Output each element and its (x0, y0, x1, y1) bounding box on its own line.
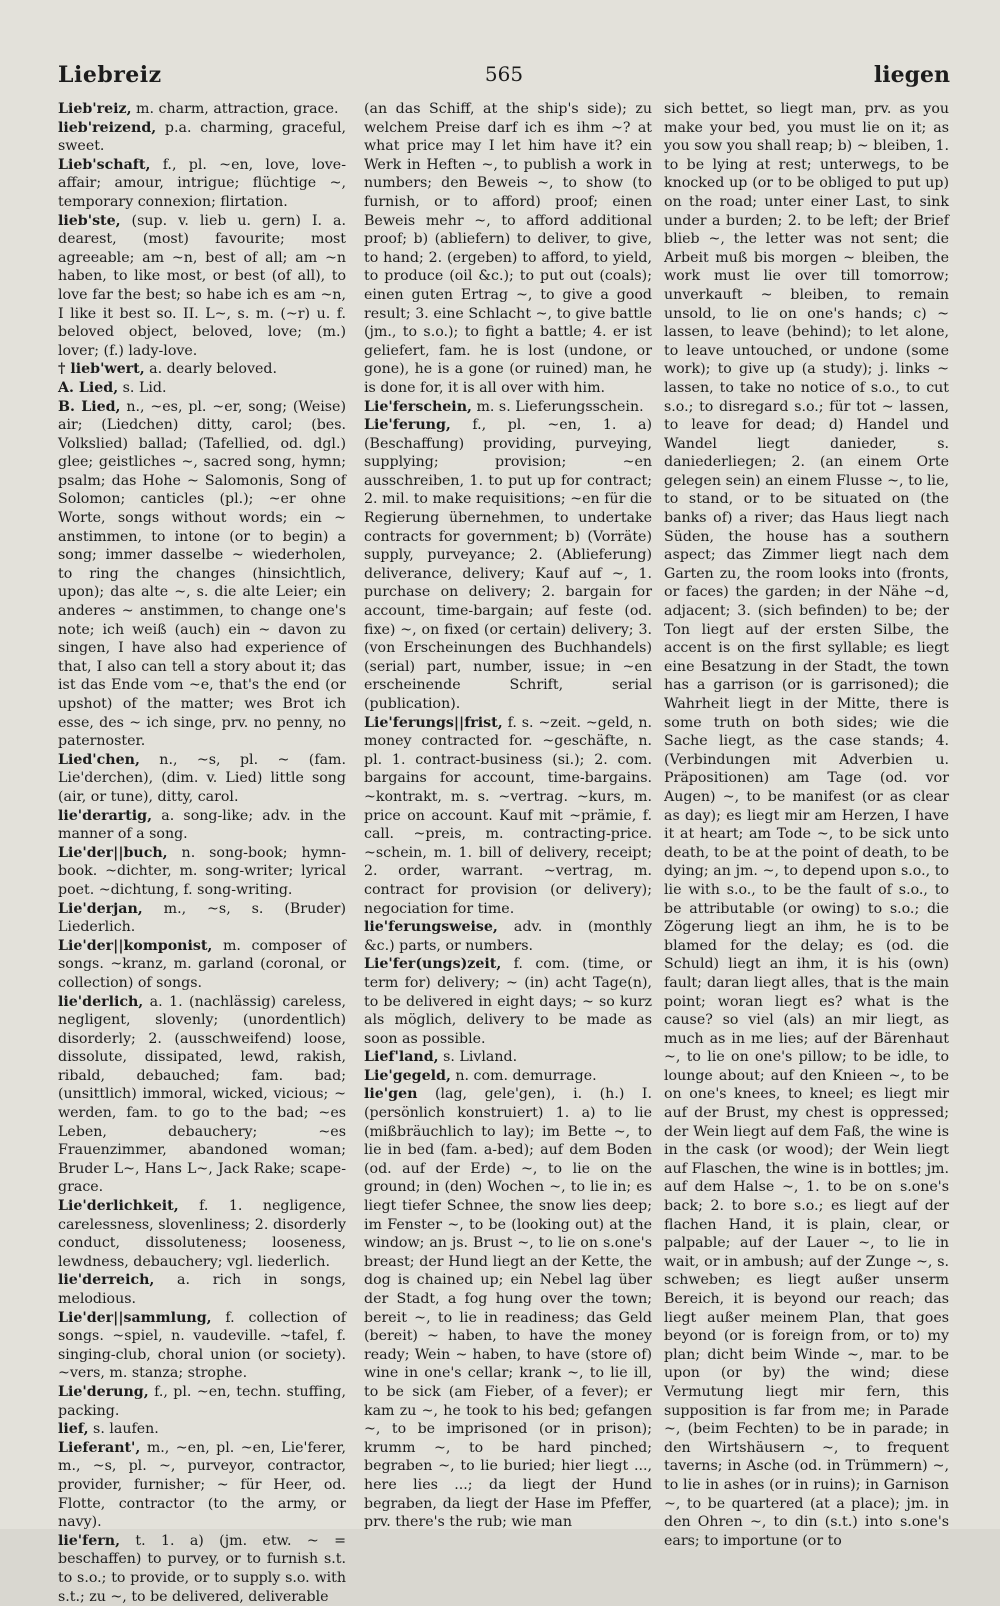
dictionary-entry (58, 751, 346, 807)
dictionary-entry (58, 379, 346, 398)
entry-headword: Lie'der||buch, (58, 844, 168, 861)
dictionary-entry (58, 1532, 346, 1606)
column-2 (364, 100, 652, 1531)
entry-definition: m., ~en, pl. ~en, Lie'ferer, m., ~s, pl. ~, purveyor, contractor, provider, furnisher; ~ für Heer, od. Flotte, contractor (to the army, or navy). (58, 1439, 346, 1531)
dictionary-entry (58, 1309, 346, 1383)
dictionary-entry (58, 1271, 346, 1308)
entry-definition: f., pl. ~en, love, love-affair; amour, intrigue; flüchtige ~, temporary connexion; flirtation. (58, 156, 346, 210)
entry-definition: a. dearly beloved. (144, 361, 277, 378)
entry-headword: lie'fern, (58, 1532, 121, 1549)
entry-definition: a. song-like; adv. in the manner of a song. (58, 807, 346, 843)
entry-definition: a. 1. (nachlässig) careless, negligent, slovenly; (unordentlich) disorderly; 2. (ausschweifend) loose, dissolute, dissipated, lewd, rakish, ribald, debauched; fam. bad; (unsittlich) immoral, wicked, vicious; ~ werden, fam. to go to the bad; ~es Leben, debauchery; ~es Frauenzimmer, abandoned woman; Bruder L~, Hans L~, Jack Rake; scape-grace. (58, 993, 346, 1196)
entry-headword: Lie'derlichkeit, (58, 1198, 179, 1215)
dictionary-entry (364, 416, 652, 714)
dictionary-entry (58, 1383, 346, 1420)
entry-headword: Lie'ferung, (364, 417, 451, 434)
entry-headword: Lie'ferungs||frist, (364, 714, 503, 731)
entry-headword: lie'gen (364, 1086, 418, 1103)
entry-definition: m. charm, attraction, grace. (131, 101, 339, 117)
entry-headword: lie'derreich, (58, 1272, 155, 1289)
entry-definition: n., ~es, pl. ~er, song; (Weise) air; (Liedchen) ditty, carol; (bes. Volkslied) ballad; (Tafellied, od. dgl.) glee; geistliches ~, sacred song, hymn; psalm; das Hohe ~ Salomonis, Song of Solomon; canticles (pl.); ~er ohne Worte, songs without words; ein ~ anstimmen, to intone (or to begin) a song; immer dasselbe ~ wiederholen, to ring the changes (hinsichtlich, upon); das alte ~, s. die alte Leier; ein anderes ~ anstimmen, to change one's note; ich weiß (auch) ein ~ davon zu singen, I have also had experience of that, I also can tell a story about it; das ist das Ende vom ~e, that's the end (or upshot) of the matter; wes Brot ich esse, des ~ ich singe, prv. no penny, no paternoster. (58, 398, 346, 750)
dictionary-entry (58, 900, 346, 937)
entry-definition: f. collection of songs. ~spiel, n. vaudeville. ~tafel, f. singing-club, choral union (or society). ~vers, m. stanza; strophe. (58, 1309, 346, 1382)
entry-definition: s. Livland. (438, 1049, 518, 1066)
entry-headword: lie'ferungsweise, (364, 919, 498, 936)
entry-headword: Lie'der||sammlung, (58, 1309, 212, 1326)
dictionary-entry (58, 156, 346, 212)
entry-headword: lie'derartig, (58, 807, 153, 824)
dictionary-entry (58, 360, 346, 379)
entry-definition: f. s. ~zeit. ~geld, n. money contracted for. ~geschäfte, n. pl. 1. contract-business (si.); 2. com. bargains for account, time-bargains. ~kontrakt, m. s. ~vertrag. ~kurs, m. price on account. Kauf mit ~prämie, f. call. ~preis, m. contracting-price. ~schein, m. 1. bill of delivery, receipt; 2. order, warrant. ~vertrag, m. contract for provision (or delivery); negociation for time. (364, 714, 652, 917)
entry-definition: (an das Schiff, at the ship's side); zu welchem Preise darf ich es ihm ~? at what price may I let him have it? ein Werk in Heften ~, to publish a work in numbers; den Beweis ~, to show (to furnish, or to afford) proof; einen Beweis mehr ~, to afford additional proof; b) (abliefern) to deliver, to give, to hand; 2. (ergeben) to afford, to yield, to produce (oil &c.); to put out (coals); einen guten Ertrag ~, to give a good result; 3. eine Schlacht ~, to give battle (jm., to s.o.); to fight a battle; 4. er ist geliefert, fam. he is lost (undone, or gone), he is a gone (or ruined) man, he is done for, it is all over with him. (364, 101, 652, 396)
entry-headword: lieb'reizend, (58, 119, 157, 136)
entry-definition: n. com. demurrage. (450, 1067, 597, 1084)
entry-definition: adv. in (monthly &c.) parts, or numbers. (364, 919, 652, 954)
entry-definition: n., ~s, pl. ~ (fam. Lie'derchen), (dim. v. Lied) little song (air, or tune), ditty, carol. (58, 751, 346, 805)
entry-headword: A. Lied, (58, 379, 119, 396)
entry-definition: f. com. (time, or term for) delivery; ~ (in) acht Tage(n), to be delivered in eight days; ~ so kurz als möglich, delivery to be made as soon as possible. (364, 956, 652, 1047)
dictionary-entry (364, 100, 652, 398)
entry-headword: B. Lied, (58, 398, 121, 415)
entry-definition: t. 1. a) (jm. etw. ~ = beschaffen) to purvey, or to furnish s.t. to s.o.; to provide, or to supply s.o. with s.t.; zu ~, to be delivered, deliverable (58, 1532, 346, 1605)
entry-headword: Lie'derjan, (58, 900, 143, 917)
dictionary-entry (364, 714, 652, 919)
entry-definition: f., pl. ~en, techn. stuffing, packing. (58, 1383, 346, 1419)
entry-definition: (sup. v. lieb u. gern) I. a. dearest, (most) favourite; most agreeable; am ~n, best of all; am ~n haben, to like most, or best (of all), to love far the best; so habe ich es am ~n, I like it best so. II. L~, s. m. (~r) u. f. beloved object, beloved, love; (m.) lover; (f.) lady-love. (58, 212, 346, 359)
entry-definition: p.a. charming, graceful, sweet. (58, 119, 346, 155)
entry-definition: n. song-book; hymn-book. ~dichter, m. song-writer; lyrical poet. ~dichtung, f. song-writing. (58, 844, 346, 898)
dictionary-entry (58, 937, 346, 993)
entry-definition: m., ~s, s. (Bruder) Liederlich. (58, 900, 346, 936)
entry-headword: Lief'land, (364, 1049, 439, 1066)
entry-headword: Lie'ferschein, (364, 398, 472, 415)
entry-headword: lie'derlich, (58, 993, 144, 1010)
dictionary-entry (58, 1420, 346, 1439)
entry-definition: f. 1. negligence, carelessness, slovenliness; 2. disorderly conduct, dissoluteness; looseness, lewdness, debauchery; vgl. liederlich. (58, 1198, 346, 1270)
page-number: 565 (484, 62, 524, 86)
dictionary-entry (364, 1048, 652, 1067)
entry-headword: Lie'der||komponist, (58, 937, 213, 954)
entry-headword: Lieferant', (58, 1439, 141, 1456)
entry-definition: m. s. Lieferungsschein. (471, 398, 644, 415)
column-3 (664, 100, 949, 1549)
header-left-guideword: Liebreiz (58, 62, 162, 88)
entry-headword: Lied'chen, (58, 751, 140, 768)
dictionary-entry (58, 807, 346, 844)
dictionary-entry (364, 398, 652, 417)
dictionary-entry (58, 119, 346, 156)
entry-headword: Lie'gegeld, (364, 1067, 451, 1084)
entry-definition: f., pl. ~en, 1. a) (Beschaffung) providing, purveying, supplying; provision; ~en ausschreiben, 1. to put up for contract; 2. mil. to make requisitions; ~en für die Regierung übernehmen, to undertake contracts for government; b) (Vorräte) supply, purveyance; 2. (Ablieferung) deliverance, delivery; Kauf auf ~, 1. purchase on delivery; 2. bargain for account, time-bargain; auf feste (od. fixe) ~, on fixed (or certain) delivery; 3. (von Erscheinungen des Buchhandels) (serial) part, number, issue; in ~en erscheinende Schrift, serial (publication). (364, 417, 652, 712)
entry-definition: sich bettet, so liegt man, prv. as you make your bed, you must lie on it; as you sow you shall reap; b) ~ bleiben, 1. to be lying at rest; unterwegs, to be knocked up (or to be obliged to put up) on the road; unter einer Last, to sink under a burden; 2. to be left; der Brief blieb ~, the letter was not sent; die Arbeit muß bis morgen ~ bleiben, the work must lie over till tomorrow; unverkauft ~ bleiben, to remain unsold, to lie on one's hands; c) ~ lassen, to leave (behind); to let alone, to leave untouched, or undone (some work); to give up (a study); j. links ~ lassen, to take no notice of s.o., to cut s.o.; to disregard s.o.; für tot ~ lassen, to leave for dead; d) Handel und Wandel liegt danieder, s. daniederliegen; 2. (an einem Orte gelegen sein) an einem Flusse ~, to lie, to stand, or to be situated on (the banks of) a river; das Haus liegt nach Süden, the house has a southern aspect; das Zimmer liegt nach dem Garten zu, the room looks into (fronts, or faces) the garden; in der Nähe ~d, adjacent; 3. (sich befinden) to be; der Ton liegt auf der ersten Silbe, the accent is on the first syllable; es liegt eine Besatzung in der Stadt, the town has a garrison (or is garrisoned); die Wahrheit liegt in der Mitte, there is some truth on both sides; wie die Sache liegt, as the case stands; 4. (Verbindungen mit Adverbien u. Präpositionen) am Tage (od. vor Augen) ~, to be manifest (or as clear as day); es liegt mir am Herzen, I have it at heart; am Tode ~, to be sick unto death, to be at the point of death, to be dying; an jm. ~, to depend upon s.o., to lie with s.o., to be the fault of s.o., to be attributable (or owing) to s.o.; die Zögerung liegt an ihm, he is to be blamed for the delay; es (od. die Schuld) liegt an ihm, it is his (own) fault; daran liegt alles, that is the main point; woran liegt es? what is the cause? so viel (als) an mir liegt, as much as in me lies; auf der Bärenhaut ~, to lie on one's pillow; to be idle, to lounge about; auf den Knieen ~, to be on one's knees, to kneel; es liegt mir auf der Brust, my chest is oppressed; der Wein liegt auf dem Faß, the wine is in the cask (or wood); der Wein liegt auf Flaschen, the wine is in bottles; jm. auf dem Halse ~, 1. to be on s.one's back; 2. to bore s.o.; es liegt auf der flachen Hand, it is plain, clear, or palpable; auf der Lauer ~, to lie in wait, or in ambush; auf der Zunge ~, s. schweben; es liegt außer unserm Bereich, it is beyond our reach; das liegt außer meinem Plan, that goes beyond (or is foreign from, or to) my plan; dicht beim Winde ~, mar. to be upon (or by) the wind; diese Vermutung liegt mir fern, this supposition is far from me; in Parade ~, (beim Fechten) to be in parade; in den Wirtshäusern ~, to frequent taverns; in Asche (od. in Trümmern) ~, to lie in ashes (or in ruins); in Garnison ~, to be quartered (at a place); jm. in den Ohren ~, to din (s.t.) into s.one's ears; to importune (or to (664, 101, 949, 1549)
dictionary-entry (364, 918, 652, 955)
dictionary-entry (364, 955, 652, 1048)
dictionary-entry (58, 398, 346, 751)
entry-definition: s. Lid. (118, 379, 167, 396)
entry-headword: Lie'fer(ungs)zeit, (364, 956, 502, 973)
page-header (58, 60, 950, 100)
entry-definition: m. composer of songs. ~kranz, m. garland (coronal, or collection) of songs. (58, 937, 346, 991)
dictionary-entry (58, 1197, 346, 1271)
entry-definition: (lag, gele'gen), i. (h.) I. (persönlich konstruiert) 1. a) to lie (mißbräuchlich to lay); im Bette ~, to lie in bed (fam. a-bed); auf dem Boden (od. auf der Erde) ~, to lie on the ground; in (den) Wochen ~, to lie in; es liegt tiefer Schnee, the snow lies deep; im Fenster ~, to be (looking out) at the window; an js. Brust ~, to lie on s.one's breast; der Hund liegt an der Kette, the dog is chained up; ein Nebel lag über der Stadt, a fog hung over the town; bereit ~, to lie in readiness; das Geld (bereit) ~ haben, to have the money ready; Wein ~ haben, to have (store of) wine in one's cellar; krank ~, to lie ill, to be sick (am Fieber, of a fever); er kam zu ~, he took to his bed; gefangen ~, to be imprisoned (or in prison); krumm ~, to be hard pinched; begraben ~, to lie buried; hier liegt ..., here lies ...; da liegt der Hund begraben, da liegt der Hase im Pfeffer, prv. there's the rub; wie man (364, 1086, 652, 1531)
entry-definition: a. rich in songs, melodious. (58, 1272, 346, 1307)
entry-headword: lieb'ste, (58, 212, 121, 229)
dictionary-entry (58, 844, 346, 900)
dictionary-entry (58, 212, 346, 361)
entry-headword: † lieb'wert, (58, 361, 145, 378)
entry-headword: Lieb'schaft, (58, 156, 151, 173)
entry-definition: s. laufen. (88, 1421, 159, 1438)
dictionary-entry (58, 993, 346, 1198)
column-1 (58, 100, 346, 1605)
entry-headword: Lie'derung, (58, 1383, 149, 1400)
entry-headword: Lieb'reiz, (58, 101, 132, 117)
header-right-guideword: liegen (873, 62, 950, 88)
dictionary-entry (664, 100, 949, 1550)
dictionary-entry (58, 100, 346, 119)
dictionary-entry (364, 1067, 652, 1086)
dictionary-entry (364, 1085, 652, 1531)
dictionary-entry (58, 1439, 346, 1532)
entry-headword: lief, (58, 1421, 89, 1438)
